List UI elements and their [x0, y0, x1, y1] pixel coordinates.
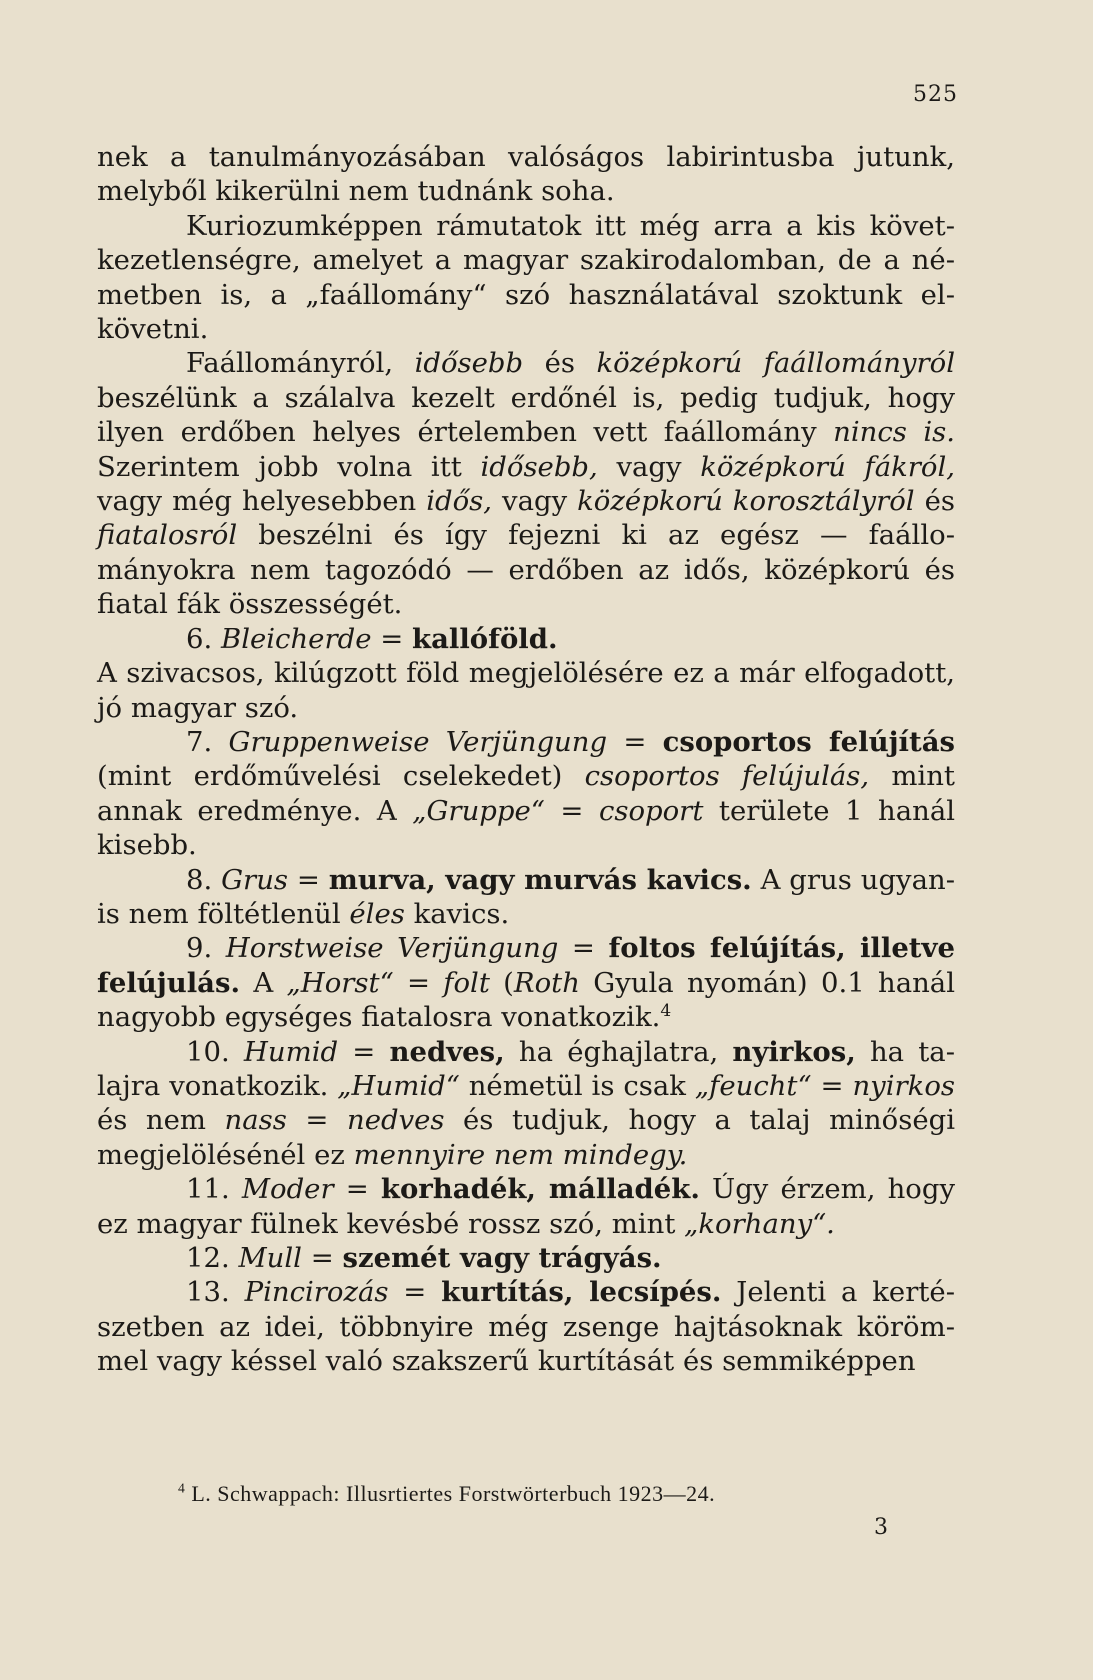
footnote-text: L. Schwappach: Illusrtiertes Forstwörterbuch 1923—24. — [191, 1481, 716, 1506]
text-run: vagy még helyesebben — [97, 485, 427, 518]
paragraph — [97, 209, 955, 347]
text-run: 6. — [186, 622, 221, 655]
text-run: és tudjuk, hogy a talaj minőségi megjelölésénél ez — [97, 1104, 955, 1171]
italic-term: középkorú faállományról — [596, 347, 955, 380]
italic-term: középkorú fákról, — [700, 450, 955, 483]
text-run: és nem — [97, 1104, 225, 1137]
text-run: (mint erdőművelési cselekedet) — [97, 760, 585, 793]
italic-term: nyirkos — [852, 1069, 955, 1102]
text-run: Gyula nyomán) 0.1 hanál nagyobb egységes fiatalosra vonatkozik. — [97, 966, 955, 1034]
footnote — [178, 1481, 878, 1507]
italic-term: idősebb — [414, 347, 524, 380]
text-run: = — [607, 725, 663, 758]
italic-term: mennyire nem mindegy. — [353, 1138, 688, 1171]
italic-term: „Humid“ — [337, 1069, 460, 1102]
bold-term: korhadék, málladék. — [380, 1173, 700, 1206]
italic-term: fiatalosról — [97, 519, 238, 552]
italic-term: Mull — [238, 1242, 302, 1274]
bold-term: nyirkos, — [732, 1035, 856, 1068]
paragraph — [97, 140, 955, 209]
paragraph — [97, 346, 955, 621]
text-run: Szerintem jobb volna itt — [97, 450, 481, 483]
text-run: = — [338, 1035, 390, 1068]
paragraph — [97, 1241, 955, 1275]
italic-term: „Horst“ — [286, 966, 394, 999]
text-run: 9. — [186, 932, 226, 965]
paragraph — [97, 1035, 955, 1173]
bold-term: murva, vagy murvás kavics. — [328, 863, 752, 896]
text-run: A grus ugyanis nem föltétlenül — [97, 863, 955, 930]
italic-term: idős, — [426, 485, 493, 518]
italic-term: Humid — [243, 1035, 339, 1068]
text-run: = — [558, 932, 609, 965]
italic-term: „korhany“. — [684, 1207, 835, 1240]
text-run: és — [523, 347, 597, 380]
paragraph — [97, 1172, 955, 1241]
text-run: 12. — [186, 1242, 239, 1274]
paragraph — [97, 622, 955, 656]
bold-term: csoportos felújítás — [662, 725, 956, 758]
printer-signature: 3 — [874, 1515, 888, 1540]
text-run: ha éghajlatra, — [504, 1035, 733, 1068]
text-run: Jelenti a kertészetben az idei, többnyire még zsenge hajtásoknak körömmel vagy késsel való szakszerű kurtítását és semmiképpen — [97, 1276, 955, 1378]
italic-term: középkorú korosztályról — [577, 485, 915, 518]
italic-term: Pincirozás — [244, 1276, 389, 1309]
text-run: ha talajra vonatkozik. — [97, 1035, 955, 1102]
italic-term: Grus — [221, 863, 289, 896]
text-run: = — [544, 794, 599, 827]
text-run: vagy — [492, 485, 578, 518]
text-run: beszélünk a szálalva kezelt erdőnél is, pedig tudjuk, hogy ilyen erdőben helyes értelemben vett faállomány — [97, 381, 955, 449]
text-run: kavics. — [404, 897, 510, 930]
text-run: 10. — [186, 1035, 244, 1068]
italic-term: idősebb, — [480, 450, 598, 483]
text-run: A — [240, 966, 287, 999]
text-run: A szivacsos, kilúgzott föld megjelölésére ez a már elfogadott, jó magyar szó. — [97, 657, 955, 724]
italic-term: Gruppenweise Verjüngung — [228, 725, 608, 758]
text-run: németül is csak — [459, 1069, 695, 1102]
paragraph — [97, 1275, 955, 1378]
text-run: beszélni és így fejezni ki az egész — faállományokra nem tagozódó — erdőben az idős, középkorú és fiatal fák összességét. — [97, 519, 955, 621]
bold-term: nedves, — [389, 1035, 505, 1068]
text-run: Kuriozumképpen rámutatok itt még arra a kis következetlenségre, amelyet a magyar szakirodalomban, de a németben is, a „faállomány“ szó használatával szoktunk elkövetni. — [97, 209, 955, 346]
text-run: ( — [489, 966, 514, 999]
italic-term: Roth — [513, 966, 580, 999]
italic-term: Moder — [241, 1173, 334, 1206]
text-run: Úgy érzem, hogy ez magyar fülnek kevésbé rossz szó, mint — [97, 1173, 956, 1240]
paragraph — [97, 656, 955, 725]
italic-term: „feucht“ — [694, 1069, 812, 1102]
text-run: = — [301, 1242, 343, 1274]
text-run: = — [286, 1104, 347, 1137]
text-run: 13. — [186, 1276, 245, 1309]
paragraph — [97, 863, 955, 932]
text-run: mint annak eredménye. A — [97, 760, 955, 827]
text-run: = — [371, 622, 413, 655]
italic-term: nedves — [346, 1104, 445, 1137]
text-run: 7. — [186, 725, 229, 758]
italic-term: Horstweise Verjüngung — [225, 932, 559, 965]
text-run: 8. — [186, 863, 222, 896]
text-run: és — [914, 485, 955, 518]
italic-term: csoportos felújulás, — [584, 760, 870, 793]
text-run: = — [288, 863, 329, 896]
bold-term: kurtítás, lecsípés. — [441, 1276, 722, 1309]
italic-term: nincs is. — [833, 416, 955, 449]
italic-term: Bleicherde — [220, 622, 372, 655]
page-number: 525 — [913, 82, 958, 107]
text-run: vagy — [597, 450, 701, 483]
text-run: = — [388, 1276, 442, 1309]
text-run: = — [393, 966, 444, 999]
text-run: Faállományról, — [186, 347, 415, 380]
italic-term: nass — [224, 1104, 287, 1137]
footnote-mark: 4 — [178, 1480, 186, 1496]
paragraph — [97, 931, 955, 1034]
italic-term: éles — [349, 897, 405, 930]
italic-term: folt — [443, 966, 490, 999]
paragraph — [97, 725, 955, 863]
italic-term: csoport — [598, 794, 704, 827]
italic-term: „Gruppe“ — [412, 794, 545, 827]
text-run: = — [811, 1069, 853, 1102]
body-text — [97, 140, 955, 1379]
bold-term: szemét vagy trágyás. — [342, 1242, 662, 1274]
text-run: nek a tanulmányozásában valóságos labirintusba jutunk, melyből kikerülni nem tudnánk soha. — [97, 141, 955, 208]
bold-term: kallóföld. — [412, 622, 558, 655]
bold-term: foltos felújítás, illetve felújulás. — [97, 932, 955, 999]
text-run: = — [333, 1173, 381, 1206]
text-run: 11. — [186, 1173, 242, 1206]
text-run: területe 1 hanál kisebb. — [97, 794, 956, 862]
footnote-ref: 4 — [660, 1001, 672, 1021]
